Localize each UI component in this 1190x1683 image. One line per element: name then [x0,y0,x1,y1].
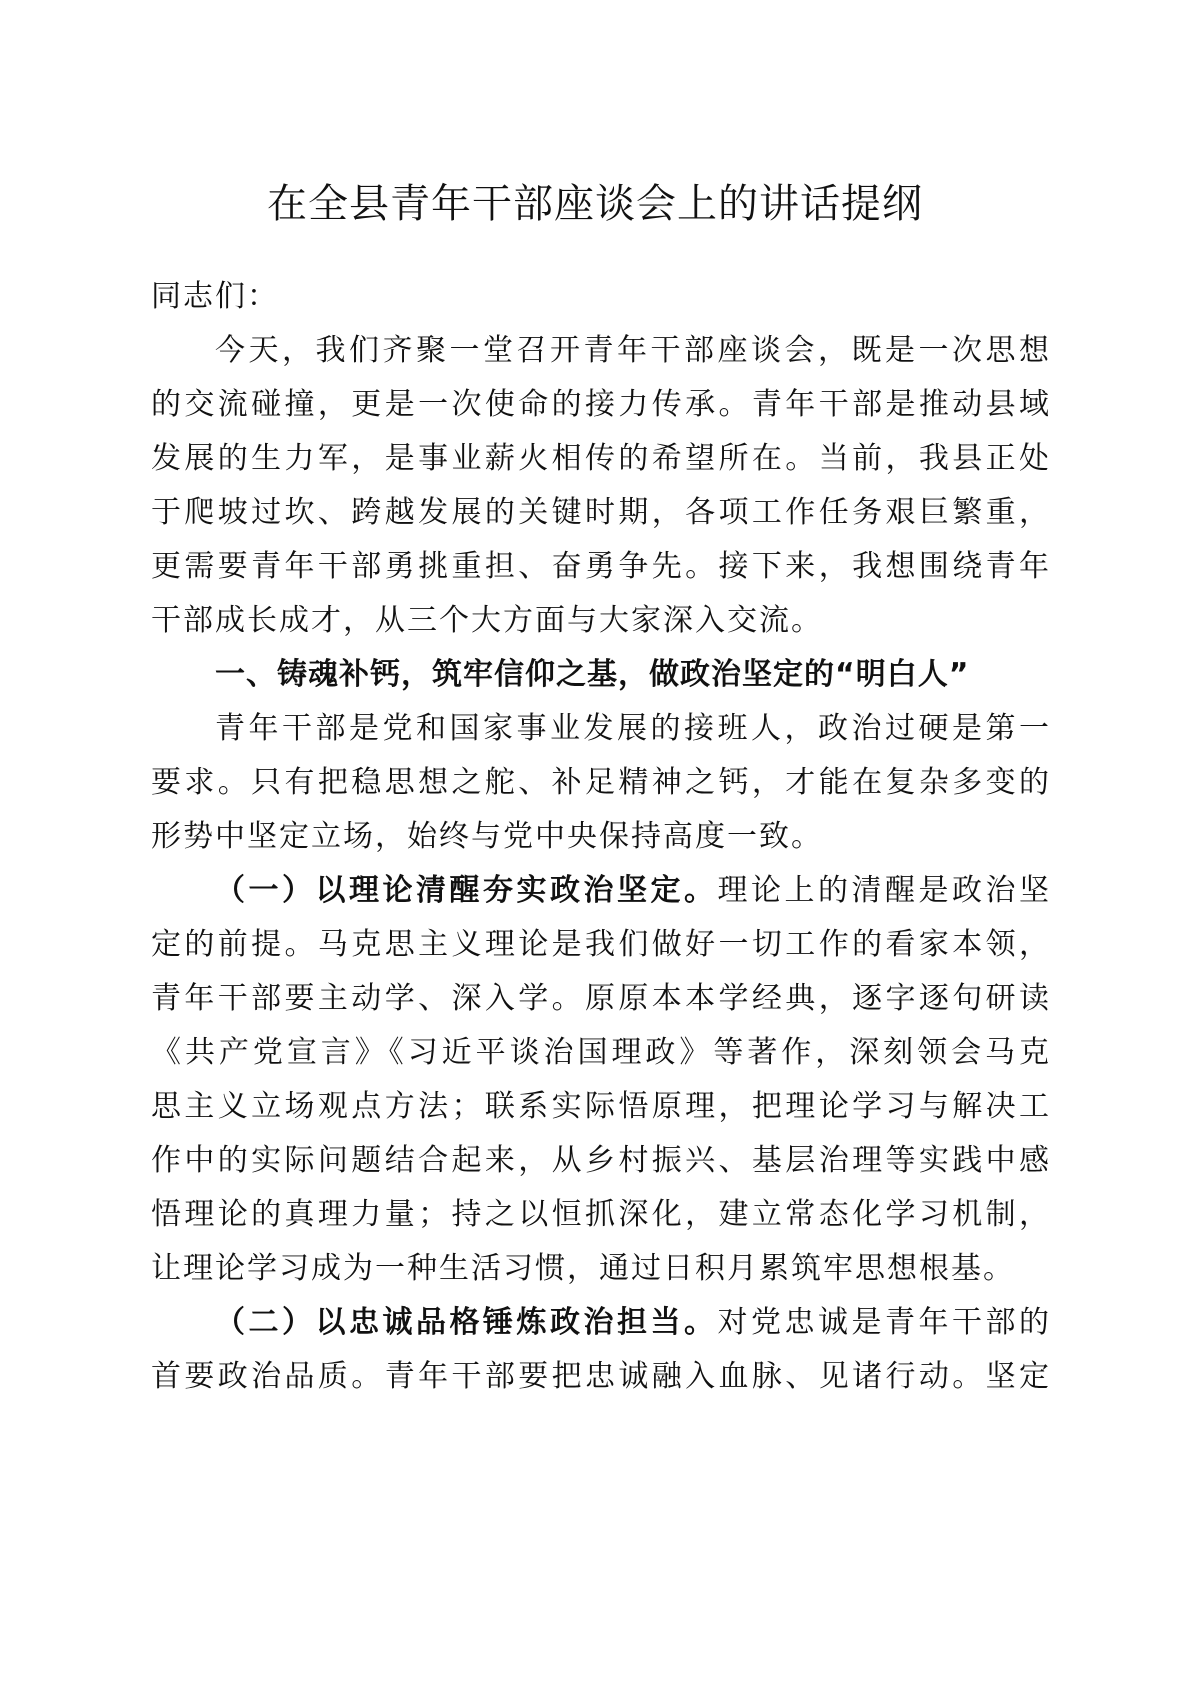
paragraph-intro [151,324,1051,648]
document-title: 在全县青年干部座谈会上的讲话提纲 [267,181,923,227]
paragraph-line: 要求。只有把稳思想之舵、补足精神之钙，才能在复杂多变的 [151,765,1051,800]
paragraph-line: 青年干部要主动学、深入学。原原本本学经典，逐字逐句研读 [151,981,1051,1016]
paragraph-line: 《共产党宣言》《习近平谈治国理政》等著作，深刻领会马克 [151,1035,1051,1070]
subsection-heading: （一）以理论清醒夯实政治坚定。 [215,873,718,908]
subsection-first-line [151,1296,1051,1350]
subsection-heading: （二）以忠诚品格锤炼政治担当。 [215,1305,718,1340]
paragraph-line: 让理论学习成为一种生活习惯，通过日积月累筑牢思想根基。 [151,1251,1015,1286]
document-body [151,270,1051,1404]
section-heading: 一、铸魂补钙，筑牢信仰之基，做政治坚定的“明白人” [215,657,970,692]
subsection-1 [151,864,1051,1296]
paragraph-line: 悟理论的真理力量；持之以恒抓深化，建立常态化学习机制， [151,1197,1051,1232]
paragraph-line: 更需要青年干部勇挑重担、奋勇争先。接下来，我想围绕青年 [151,549,1051,584]
paragraph-line: 发展的生力军，是事业薪火相传的希望所在。当前，我县正处 [151,441,1051,476]
subsection-text: 对党忠诚是青年干部的 [717,1305,1051,1340]
subsection-2 [151,1296,1051,1404]
paragraph-line: 的交流碰撞，更是一次使命的接力传承。青年干部是推动县域 [151,387,1051,422]
paragraph-line: 首要政治品质。青年干部要把忠诚融入血脉、见诸行动。坚定 [151,1359,1051,1394]
paragraph-line: 思主义立场观点方法；联系实际悟原理，把理论学习与解决工 [151,1089,1051,1124]
paragraph-section1-intro [151,702,1051,864]
paragraph-line: 于爬坡过坎、跨越发展的关键时期，各项工作任务艰巨繁重， [151,495,1051,530]
subsection-text: 理论上的清醒是政治坚 [717,873,1051,908]
paragraph-line: 形势中坚定立场，始终与党中央保持高度一致。 [151,819,823,854]
paragraph-line: 作中的实际问题结合起来，从乡村振兴、基层治理等实践中感 [151,1143,1051,1178]
paragraph-line: 定的前提。马克思主义理论是我们做好一切工作的看家本领， [151,927,1051,962]
paragraph-line: 干部成长成才，从三个大方面与大家深入交流。 [151,603,823,638]
paragraph-line: 今天，我们齐聚一堂召开青年干部座谈会，既是一次思想 [215,333,1051,368]
salutation: 同志们： [151,279,279,314]
paragraph-line: 青年干部是党和国家事业发展的接班人，政治过硬是第一 [215,711,1051,746]
subsection-first-line [151,864,1051,918]
